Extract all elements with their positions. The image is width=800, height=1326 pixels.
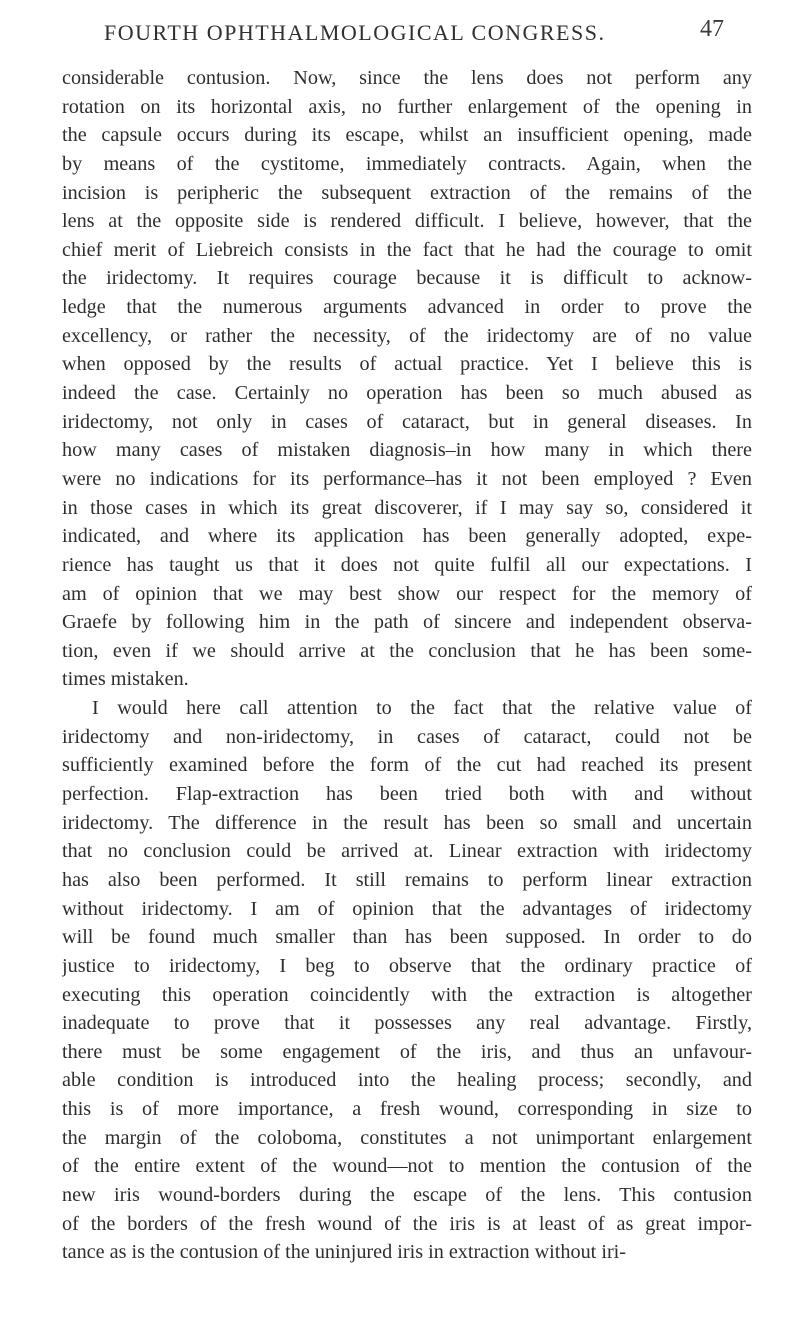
text-line: executing this operation coincidently with the extraction is altogether: [62, 983, 752, 1006]
text-line: when opposed by the results of actual practice. Yet I believe this is: [62, 353, 752, 376]
text-line: I would here call attention to the fact that the relative value of: [92, 697, 752, 720]
paragraph: [62, 694, 752, 1267]
text-line: the capsule occurs during its escape, whilst an insufficient opening, made: [62, 124, 752, 147]
text-line: the margin of the coloboma, constitutes a not unimportant enlargement: [62, 1126, 752, 1149]
text-line: will be found much smaller than has been supposed. In order to do: [62, 926, 752, 949]
text-line: perfection. Flap-extraction has been tried both with and without: [62, 783, 752, 806]
text-line: able condition is introduced into the healing process; secondly, and: [62, 1069, 752, 1092]
page-number: 47: [700, 16, 724, 42]
text-line: this is of more importance, a fresh wound, corresponding in size to: [62, 1098, 752, 1121]
text-line: lens at the opposite side is rendered difficult. I believe, however, that the: [62, 210, 752, 233]
text-line: iridectomy and non-iridectomy, in cases of cataract, could not be: [62, 725, 752, 748]
text-line: am of opinion that we may best show our respect for the memory of: [62, 582, 752, 605]
text-line: times mistaken.: [62, 668, 189, 691]
text-line: has also been performed. It still remains to perform linear extraction: [62, 868, 752, 891]
text-line: of the entire extent of the wound—not to mention the contusion of the: [62, 1155, 752, 1178]
text-line: considerable contusion. Now, since the lens does not perform any: [62, 67, 752, 89]
text-line: excellency, or rather the necessity, of the iridectomy are of no value: [62, 324, 752, 347]
text-line: rotation on its horizontal axis, no further enlargement of the opening in: [62, 95, 752, 118]
text-line: justice to iridectomy, I beg to observe that the ordinary practice of: [62, 954, 752, 977]
text-line: incision is peripheric the subsequent extraction of the remains of the: [62, 181, 752, 204]
running-head: [104, 16, 724, 56]
text-line: tion, even if we should arrive at the conclusion that he has been some-: [62, 639, 752, 662]
paragraph: [62, 64, 752, 694]
running-title: FOURTH OPHTHALMOLOGICAL CONGRESS.: [104, 20, 606, 45]
text-line: iridectomy. The difference in the result has been so small and uncertain: [62, 811, 752, 834]
text-line: indeed the case. Certainly no operation has been so much abused as: [62, 382, 752, 405]
text-line: without iridectomy. I am of opinion that the advantages of iridectomy: [62, 897, 752, 920]
text-line: tance as is the contusion of the uninjured iris in extraction without iri-: [62, 1241, 626, 1264]
text-line: chief merit of Liebreich consists in the fact that he had the courage to omit: [62, 238, 752, 261]
text-line: how many cases of mistaken diagnosis–in how many in which there: [62, 439, 752, 462]
text-line: the iridectomy. It requires courage because it is difficult to acknow-: [62, 267, 752, 290]
text-line: in those cases in which its great discoverer, if I may say so, considered it: [62, 496, 752, 519]
body-text: [62, 64, 752, 1267]
text-line: inadequate to prove that it possesses any real advantage. Firstly,: [62, 1012, 752, 1035]
text-line: indicated, and where its application has been generally adopted, expe-: [62, 525, 752, 548]
text-line: new iris wound-borders during the escape of the lens. This contusion: [62, 1183, 752, 1206]
text-line: there must be some engagement of the iris, and thus an unfavour-: [62, 1040, 752, 1063]
text-line: ledge that the numerous arguments advanced in order to prove the: [62, 296, 752, 319]
text-line: iridectomy, not only in cases of cataract, but in general diseases. In: [62, 410, 752, 433]
text-line: rience has taught us that it does not quite fulfil all our expectations. I: [62, 553, 752, 576]
text-line: were no indications for its performance–has it not been employed ? Even: [62, 467, 752, 490]
text-line: by means of the cystitome, immediately contracts. Again, when the: [62, 152, 752, 175]
text-line: of the borders of the fresh wound of the iris is at least of as great impor-: [62, 1212, 752, 1235]
text-line: Graefe by following him in the path of sincere and independent observa-: [62, 611, 752, 634]
text-line: that no conclusion could be arrived at. Linear extraction with iridectomy: [62, 840, 752, 863]
text-line: sufficiently examined before the form of the cut had reached its present: [62, 754, 752, 777]
